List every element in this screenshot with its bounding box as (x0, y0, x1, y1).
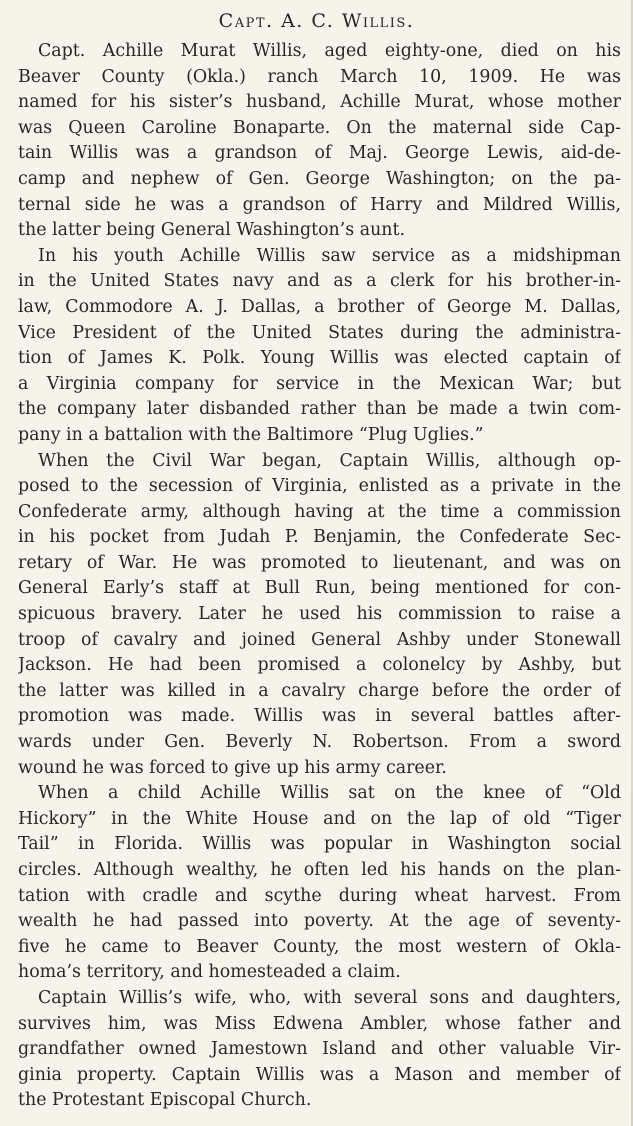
text-line: retary of War. He was promoted to lieutenant, and was on (18, 552, 621, 573)
text-line: Hickory” in the White House and on the lap of old “Tiger (18, 808, 621, 829)
text-line: ginia property. Captain Willis was a Mason and member of (18, 1064, 621, 1085)
text-line: When a child Achille Willis sat on the knee of “Old (38, 783, 621, 804)
text-line: promotion was made. Willis was in several battles after- (18, 706, 621, 727)
text-line: wards under Gen. Beverly N. Robertson. From a sword (18, 732, 621, 753)
paragraph-5 (18, 986, 621, 1114)
text-line: Captain Willis’s wife, who, with several sons and daughters, (38, 987, 621, 1008)
text-line: Confederate army, although having at the time a commission (18, 501, 621, 522)
text-line: the latter was killed in a cavalry charge before the order of (18, 680, 621, 701)
text-line: General Early’s staff at Bull Run, being mentioned for con- (18, 578, 621, 599)
text-line: five he came to Beaver County, the most western of Okla- (18, 936, 621, 957)
text-line: in the United States navy and as a clerk for his brother-in- (18, 271, 621, 292)
text-line: circles. Although wealthy, he often led his hands on the plan- (18, 860, 621, 880)
text-line: camp and nephew of Gen. George Washington; on the pa- (18, 168, 621, 189)
text-line: named for his sister’s husband, Achille Murat, whose mother (18, 92, 621, 113)
text-line: a Virginia company for service in the Mexican War; but (18, 373, 621, 394)
text-line: troop of cavalry and joined General Ashby under Stonewall (18, 629, 621, 650)
text-line: grandfather owned Jamestown Island and other valuable Vir- (18, 1039, 621, 1060)
paragraph-3 (18, 449, 621, 782)
text-line: spicuous bravery. Later he used his commission to raise a (18, 604, 621, 625)
text-line: Jackson. He had been promised a colonelcy by Ashby, but (18, 655, 621, 676)
text-line: posed to the secession of Virginia, enlisted as a private in the (18, 476, 621, 497)
text-line: the latter being General Washington’s aunt. (18, 220, 406, 241)
text-line: the company later disbanded rather than be made a twin com- (18, 399, 621, 420)
text-line: In his youth Achille Willis saw service as a midshipman (38, 245, 621, 266)
text-line: wealth he had passed into poverty. At the age of seventy- (18, 911, 621, 932)
text-line: Tail” in Florida. Willis was popular in Washington social (18, 834, 621, 855)
text-line: was Queen Caroline Bonaparte. On the maternal side Cap- (18, 117, 621, 138)
text-line: in his pocket from Judah P. Benjamin, the Confederate Sec- (18, 527, 621, 548)
paragraph-4 (18, 781, 621, 986)
paragraph-2 (18, 244, 621, 449)
text-line: wound he was forced to give up his army career. (18, 757, 447, 778)
text-line: ternal side he was a grandson of Harry and Mildred Willis, (18, 194, 621, 215)
text-line: pany in a battalion with the Baltimore “Plug Uglies.” (18, 424, 484, 445)
article-body (18, 39, 621, 1114)
text-line: When the Civil War began, Captain Willis, although op- (38, 450, 621, 471)
text-line: tion of James K. Polk. Young Willis was elected captain of (18, 348, 621, 369)
paragraph-1 (18, 39, 621, 244)
text-line: Capt. Achille Murat Willis, aged eighty-one, died on his (38, 41, 621, 61)
text-line: Vice President of the United States during the administra- (18, 322, 621, 343)
text-line: Beaver County (Okla.) ranch March 10, 1909. He was (18, 66, 621, 87)
text-line: law, Commodore A. J. Dallas, a brother of George M. Dallas, (18, 296, 621, 317)
article-title: Capt. A. C. Willis. (218, 10, 415, 32)
text-line: tation with cradle and scythe during wheat harvest. From (18, 885, 621, 906)
text-line: the Protestant Episcopal Church. (18, 1090, 312, 1111)
text-line: survives him, was Miss Edwena Ambler, whose father and (18, 1013, 621, 1034)
text-line: homa’s territory, and homesteaded a claim. (18, 962, 401, 983)
text-line: tain Willis was a grandson of Maj. George Lewis, aid-de- (18, 143, 621, 164)
